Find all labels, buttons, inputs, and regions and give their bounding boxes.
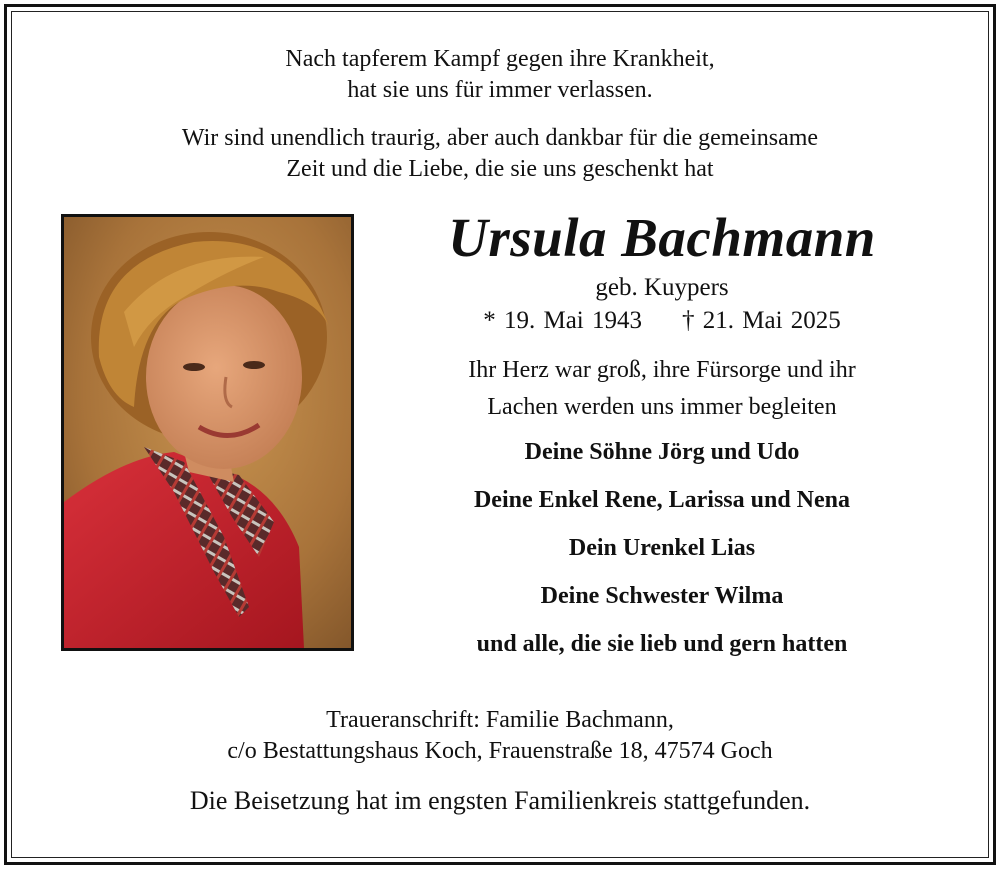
intro-line-1: Nach tapferem Kampf gegen ihre Krankheit, xyxy=(285,46,715,72)
address-line-2: c/o Bestattungshaus Koch, Frauenstraße 18, 47574 Goch xyxy=(227,738,773,764)
intro-line-2: hat sie uns für immer verlassen. xyxy=(347,77,653,103)
mourner-line: Deine Enkel Rene, Larissa und Nena xyxy=(473,487,851,513)
deceased-name: Ursula Bachmann xyxy=(448,207,876,268)
tribute-line-2: Lachen werden uns immer begleiten xyxy=(487,394,837,420)
birth-date: * 19. Mai 1943 xyxy=(483,307,642,334)
tribute-text xyxy=(392,352,932,426)
maiden-name: geb. Kuypers xyxy=(595,274,729,301)
intro-paragraph-1 xyxy=(0,44,1000,106)
life-dates xyxy=(392,305,932,337)
burial-note: Die Beisetzung hat im engsten Familienkreis stattgefunden. xyxy=(189,786,811,815)
tribute-line-1: Ihr Herz war groß, ihre Fürsorge und ihr xyxy=(468,357,856,383)
intro-line-3: Wir sind unendlich traurig, aber auch dankbar für die gemeinsame xyxy=(181,125,819,151)
mourner-line: und alle, die sie lieb und gern hatten xyxy=(476,631,848,657)
address-line-1: Traueranschrift: Familie Bachmann, xyxy=(326,707,674,733)
portrait-photo xyxy=(61,214,354,651)
mourning-address xyxy=(0,705,1000,767)
mourner-line: Deine Söhne Jörg und Udo xyxy=(524,439,800,465)
mourners-list xyxy=(392,436,932,676)
mourner-line: Deine Schwester Wilma xyxy=(540,583,784,609)
mourner-line: Dein Urenkel Lias xyxy=(568,535,756,561)
intro-line-4: Zeit und die Liebe, die sie uns geschenkt hat xyxy=(286,156,714,182)
death-date: † 21. Mai 2025 xyxy=(682,307,841,334)
intro-paragraph-2 xyxy=(0,123,1000,185)
